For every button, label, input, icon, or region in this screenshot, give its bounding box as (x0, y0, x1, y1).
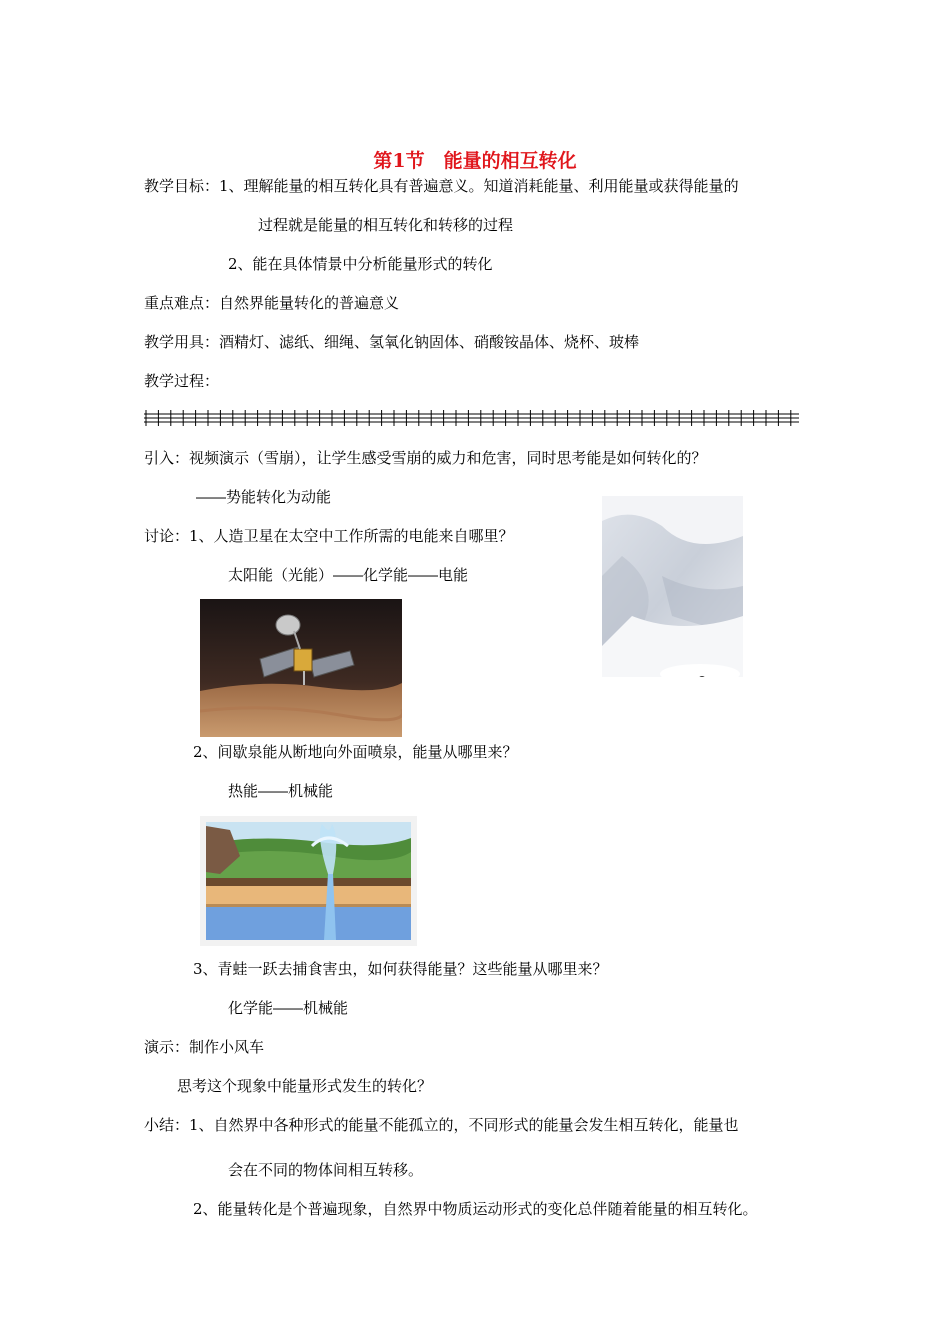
page-title: 第1节 能量的相互转化 (373, 150, 577, 172)
satellite-photo (200, 599, 402, 737)
key-points: 重点难点：自然界能量转化的普遍意义 (144, 294, 400, 312)
summary-item-2: 2、能量转化是个普遍现象，自然界中物质运动形式的变化总伴随着能量的相互转化。 (193, 1200, 758, 1218)
objective-line-1 (144, 176, 739, 196)
summary-item-1: 小结：1、自然界中各种形式的能量不能孤立的，不同形式的能量会发生相互转化，能量也 (144, 1116, 739, 1134)
objectives-label: 教学目标： (144, 177, 220, 195)
geyser-diagram (200, 816, 417, 946)
section-divider (144, 408, 799, 428)
process-label: 教学过程： (144, 372, 220, 390)
intro-text: 引入：视频演示（雪崩），让学生感受雪崩的威力和危害，同时思考能是如何转化的？ (144, 449, 707, 467)
objective-2: 2、能在具体情景中分析能量形式的转化 (228, 255, 493, 273)
discussion-answer-3: 化学能――机械能 (228, 999, 349, 1017)
teaching-tools: 教学用具：酒精灯、滤纸、细绳、氢氧化钠固体、硝酸铵晶体、烧杯、玻棒 (144, 333, 640, 351)
objective-1-continued: 过程就是能量的相互转化和转移的过程 (258, 216, 514, 234)
discussion-answer-2: 热能――机械能 (228, 782, 334, 800)
discussion-answer-1: 太阳能（光能）――化学能――电能 (228, 566, 469, 584)
demo-text: 演示：制作小风车 (144, 1038, 265, 1056)
summary-item-1-continued: 会在不同的物体间相互转移。 (228, 1161, 424, 1179)
discussion-question-3: 3、青蛙一跃去捕食害虫，如何获得能量？这些能量从哪里来？ (193, 960, 608, 978)
demo-think: 思考这个现象中能量形式发生的转化？ (177, 1077, 433, 1095)
avalanche-photo (602, 496, 743, 677)
objective-1: 1、理解能量的相互转化具有普遍意义。知道消耗能量、利用能量或获得能量的 (219, 177, 739, 195)
discussion-question-2: 2、间歇泉能从断地向外面喷泉，能量从哪里来？ (193, 743, 518, 761)
discussion-question-1: 讨论：1、人造卫星在太空中工作所需的电能来自哪里？ (144, 527, 514, 545)
intro-answer: ――势能转化为动能 (196, 488, 332, 506)
